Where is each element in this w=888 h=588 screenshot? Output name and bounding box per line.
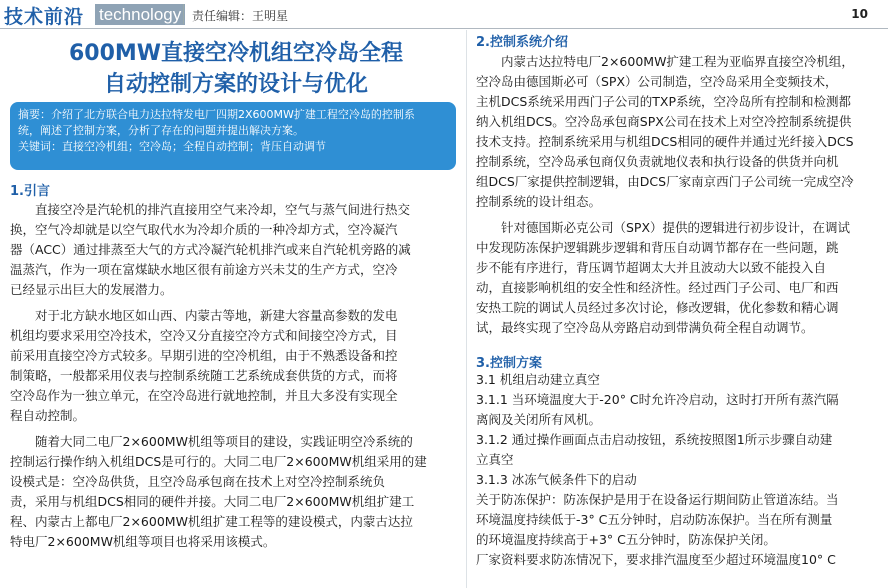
- text-line: 随着大同二电厂2×600MW机组等项目的建设，实践证明空冷系统的: [35, 434, 413, 449]
- page-header: [0, 0, 888, 30]
- text-line: 空冷岛由德国斯必可（SPX）公司制造，空冷岛采用全变频技术，: [476, 74, 838, 89]
- control-system-paragraph-1: [476, 52, 880, 212]
- text-line: 对于北方缺水地区如山西、内蒙古等地，新建大容量高参数的发电: [35, 308, 398, 323]
- text-line: 责，采用与机组DCS相同的硬件并接。大同二电厂2×600MW机组扩建工: [10, 494, 415, 509]
- header-rule: [0, 28, 888, 29]
- text-line: 前采用直接空冷方式较多。早期引进的空冷机组，由于不熟悉设备和控: [10, 348, 398, 363]
- text-line: 组DCS厂家提供控制逻辑，由DCS厂家南京西门子公司统一完成空冷: [476, 174, 854, 189]
- text-line: 控制系统的设计组态。: [476, 194, 602, 209]
- intro-paragraph-3: [10, 432, 456, 552]
- abstract-line: 统，阐述了控制方案，分析了存在的问题并提出解决方案。: [18, 124, 304, 137]
- abstract-box: [10, 102, 456, 170]
- section-heading-intro: 1.引言: [10, 184, 50, 199]
- text-line: 动，直接影响机组的安全性和经济性。经过西门子公司、电厂和西: [476, 280, 839, 295]
- text-line: 针对德国斯必克公司（SPX）提供的逻辑进行初步设计，在调试: [501, 220, 851, 235]
- subsection-heading: 3.1 机组启动建立真空: [476, 372, 600, 387]
- text-line: 离阀及关闭所有风机。: [476, 412, 602, 427]
- section-heading-control-plan: 3.控制方案: [476, 356, 542, 371]
- text-line: 设模式是：空冷岛供货，且空冷岛承包商在技术上对空冷控制系统负: [10, 474, 386, 489]
- text-line: 控制系统，空冷岛承包商仅负责就地仪表和执行设备的供货并向机: [476, 154, 839, 169]
- subsection-heading: 3.1.3 冰冻气候条件下的启动: [476, 472, 637, 487]
- text-line: 试，最终实现了空冷岛从旁路启动到带满负荷全程自动调节。: [476, 320, 814, 335]
- text-line: 机组均要求采用空冷技术，空冷又分直接空冷方式和间接空冷方式，目: [10, 328, 398, 343]
- article-title: [10, 38, 462, 100]
- text-line: 的环境温度持续高于+3° C五分钟时，防冻保护关闭。: [476, 532, 776, 547]
- section-heading-control-system: 2.控制系统介绍: [476, 35, 568, 50]
- text-line: 程自动控制。: [10, 408, 86, 423]
- abstract-line: 摘要：介绍了北方联合电力达拉特发电厂四期2X600MW扩建工程空冷岛的控制系: [18, 108, 415, 121]
- text-line: 控制运行操作纳入机组DCS是可行的。大同二电厂2×600MW机组采用的建: [10, 454, 427, 469]
- text-line: 程、内蒙古上都电厂2×600MW机组扩建工程等的建设模式，内蒙古达拉: [10, 514, 413, 529]
- text-line: 特电厂2×600MW机组等项目也将采用该模式。: [10, 534, 276, 549]
- text-line: 温蒸汽，作为一项在富煤缺水地区很有前途方兴未艾的生产方式，空冷: [10, 262, 398, 277]
- intro-paragraph-1: [10, 200, 456, 300]
- text-line: 空冷岛作为一独立单元，在空冷岛进行就地控制，并且大多没有实现全: [10, 388, 398, 403]
- text-line: 器（ACC）通过排蒸至大气的方式冷凝汽轮机排汽或来自汽轮机旁路的减: [10, 242, 411, 257]
- column-divider: [466, 30, 467, 588]
- text-line: 换，空气冷却就是以空气取代水为冷却介质的一种冷却方式，空冷凝汽: [10, 222, 398, 237]
- text-line: 主机DCS系统采用西门子公司的TXP系统，空冷岛所有控制和检测都: [476, 94, 852, 109]
- text-line: 3.1.1 当环境温度大于-20° C时允许冷启动，这时打开所有蒸汽隔: [476, 392, 839, 407]
- text-line: 技术支持。控制系统采用与机组DCS相同的硬件并通过光纤接入DCS: [476, 134, 854, 149]
- title-line-1: 600MW直接空冷机组空冷岛全程: [68, 41, 404, 66]
- text-line: 内蒙古达拉特电厂2×600MW扩建工程为亚临界直接空冷机组，: [501, 54, 854, 69]
- page-number: 10: [851, 7, 868, 21]
- text-line: 中发现防冻保护逻辑跳步逻辑和背压自动调节都存在一些问题，跳: [476, 240, 839, 255]
- keywords-line: 关键词：直接空冷机组；空冷岛；全程自动控制；背压自动调节: [18, 140, 326, 153]
- control-system-paragraph-2: [476, 218, 880, 338]
- text-line: 纳入机组DCS。空冷岛承包商SPX公司在技术上对空冷控制系统提供: [476, 114, 852, 129]
- text-line: 3.1.2 通过操作画面点击启动按钮，系统按照图1所示步骤自动建: [476, 432, 833, 447]
- text-line: 已经显示出巨大的发展潜力。: [10, 282, 173, 297]
- text-line: 厂家资料要求防冻情况下，要求排汽温度至少超过环境温度10° C: [476, 552, 836, 567]
- brand-logo-text: 技术前沿: [4, 6, 85, 28]
- intro-paragraph-2: [10, 306, 456, 426]
- header-divider: [183, 4, 184, 24]
- control-plan-body: [476, 370, 880, 570]
- text-line: 关于防冻保护：防冻保护是用于在设备运行期间防止管道冻结。当: [476, 492, 839, 507]
- text-line: 环境温度持续低于-3° C五分钟时，启动防冻保护。当在所有测量: [476, 512, 833, 527]
- title-line-2: 自动控制方案的设计与优化: [103, 72, 368, 97]
- text-line: 立真空: [476, 452, 514, 467]
- section-tag: technology: [95, 4, 185, 25]
- text-line: 制策略，一般都采用仪表与控制系统随工艺系统成套供货的方式，而将: [10, 368, 398, 383]
- editor-credit: 责任编辑：王明星: [192, 9, 289, 23]
- text-line: 步不能有序进行，背压调节超调太大并且波动大以致不能投入自: [476, 260, 827, 275]
- text-line: 安热工院的调试人员经过多次讨论，修改逻辑，优化参数和精心调: [476, 300, 839, 315]
- text-line: 直接空冷是汽轮机的排汽直接用空气来冷却，空气与蒸气间进行热交: [35, 202, 411, 217]
